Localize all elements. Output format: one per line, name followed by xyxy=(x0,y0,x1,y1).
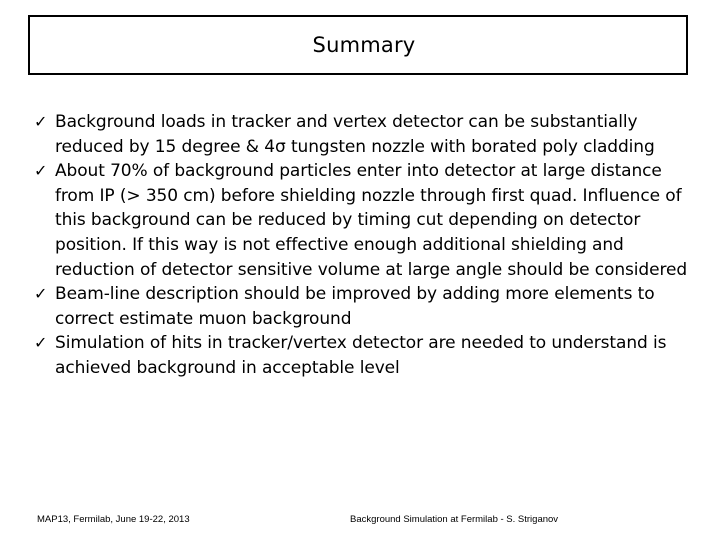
footer-conference: MAP13, Fermilab, June 19-22, 2013 xyxy=(37,514,190,525)
checkmark-icon: ✓ xyxy=(34,161,48,181)
bullet-text: Beam-line description should be improved by adding more elements to correct estimate muon background xyxy=(55,284,655,329)
checkmark-icon: ✓ xyxy=(34,284,48,304)
slide-title: Summary xyxy=(312,33,416,57)
bullet-text: Simulation of hits in tracker/vertex detector are needed to understand is achieved background in acceptable level xyxy=(55,333,667,378)
bullet-item xyxy=(34,159,694,282)
bullet-item xyxy=(34,331,694,380)
footer-talk-author: Background Simulation at Fermilab - S. Striganov xyxy=(350,514,559,525)
bullet-text: About 70% of background particles enter into detector at large distance from IP (> 350 cm) before shielding nozzle through first quad. Influence of this background can be reduced by timing cut depending on detector position. If this way is not effective enough additional shielding and reduction of detector sensitive volume at large angle should be considered xyxy=(55,161,688,280)
bullet-item xyxy=(34,282,694,331)
bullet-item xyxy=(34,110,694,159)
bullet-text: Background loads in tracker and vertex detector can be substantially reduced by 15 degree & 4σ tungsten nozzle with borated poly cladding xyxy=(55,112,655,157)
bullet-list xyxy=(34,110,694,381)
checkmark-icon: ✓ xyxy=(34,112,48,131)
title-box xyxy=(28,15,688,75)
checkmark-icon: ✓ xyxy=(34,333,48,353)
